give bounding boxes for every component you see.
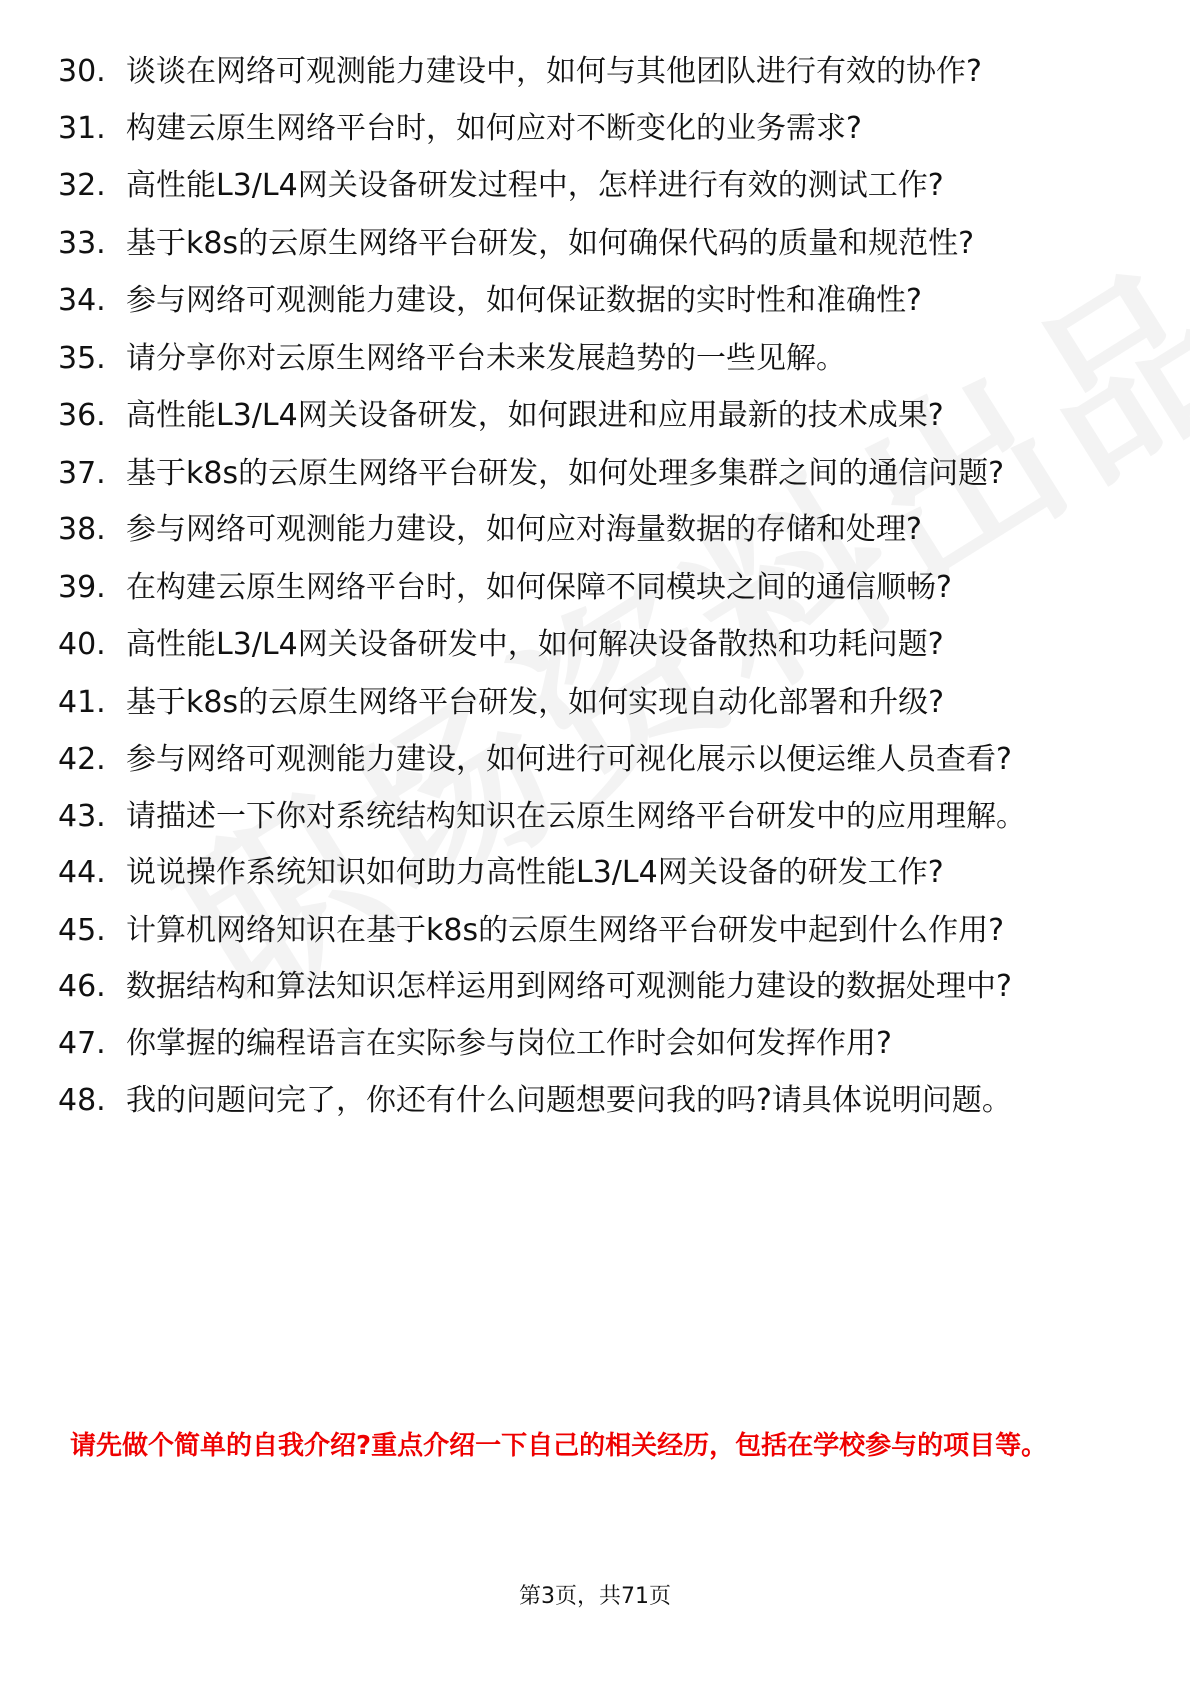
question-text: 数据结构和算法知识怎样运用到网络可观测能力建设的数据处理中? [126, 969, 1012, 1004]
question-number: 37. [58, 455, 106, 491]
question-text: 在构建云原生网络平台时，如何保障不同模块之间的通信顺畅? [126, 569, 952, 605]
question-item-43 [58, 797, 1118, 837]
question-text: 构建云原生网络平台时，如何应对不断变化的业务需求? [126, 110, 862, 146]
question-text: 高性能L3/L4网关设备研发，如何跟进和应用最新的技术成果? [126, 398, 944, 433]
question-number: 38. [58, 512, 106, 547]
question-number: 46. [58, 969, 106, 1004]
question-number: 39. [58, 569, 106, 605]
question-text: 我的问题问完了，你还有什么问题想要问我的吗?请具体说明问题。 [126, 1083, 1012, 1118]
question-text: 你掌握的编程语言在实际参与岗位工作时会如何发挥作用? [126, 1025, 892, 1061]
question-item-45 [58, 911, 1118, 951]
question-number: 35. [58, 340, 106, 376]
question-text: 参与网络可观测能力建设，如何保证数据的实时性和准确性? [126, 283, 922, 318]
question-text: 说说操作系统知识如何助力高性能L3/L4网关设备的研发工作? [126, 855, 944, 890]
question-number: 32. [58, 168, 106, 203]
question-number: 34. [58, 283, 106, 318]
question-item-41 [58, 683, 1118, 723]
question-number: 44. [58, 855, 106, 890]
question-item-35 [58, 339, 1118, 379]
question-item-32 [58, 166, 1118, 206]
question-item-31 [58, 109, 1118, 149]
question-text: 请描述一下你对系统结构知识在云原生网络平台研发中的应用理解。 [126, 798, 1026, 834]
page-number: 第3页，共71页 [519, 1584, 671, 1609]
question-number: 33. [58, 225, 106, 261]
question-text: 基于k8s的云原生网络平台研发，如何实现自动化部署和升级? [126, 684, 945, 720]
question-item-46 [58, 967, 1118, 1007]
highlight-prompt: 请先做个简单的自我介绍?重点介绍一下自己的相关经历，包括在学校参与的项目等。 [70, 1431, 1048, 1461]
question-text: 高性能L3/L4网关设备研发过程中，怎样进行有效的测试工作? [126, 168, 944, 203]
question-text: 计算机网络知识在基于k8s的云原生网络平台研发中起到什么作用? [126, 912, 1005, 948]
question-item-40 [58, 625, 1118, 665]
question-item-37 [58, 454, 1118, 494]
question-text: 高性能L3/L4网关设备研发中，如何解决设备散热和功耗问题? [126, 627, 944, 662]
question-number: 47. [58, 1025, 106, 1061]
question-text: 参与网络可观测能力建设，如何进行可视化展示以便运维人员查看? [126, 742, 1012, 777]
question-item-34 [58, 281, 1118, 321]
question-text: 谈谈在网络可观测能力建设中，如何与其他团队进行有效的协作? [126, 54, 982, 89]
question-number: 45. [58, 912, 106, 948]
question-item-30 [58, 52, 1118, 92]
question-number: 36. [58, 398, 106, 433]
question-text: 基于k8s的云原生网络平台研发，如何处理多集群之间的通信问题? [126, 455, 1005, 491]
question-item-39 [58, 568, 1118, 608]
question-number: 40. [58, 627, 106, 662]
question-text: 参与网络可观测能力建设，如何应对海量数据的存储和处理? [126, 512, 922, 547]
question-number: 43. [58, 798, 106, 834]
question-number: 42. [58, 742, 106, 777]
question-item-48 [58, 1081, 1118, 1121]
question-number: 41. [58, 684, 106, 720]
question-text: 请分享你对云原生网络平台未来发展趋势的一些见解。 [126, 340, 846, 376]
question-item-38 [58, 510, 1118, 550]
question-text: 基于k8s的云原生网络平台研发，如何确保代码的质量和规范性? [126, 225, 975, 261]
question-item-42 [58, 740, 1118, 780]
question-item-36 [58, 396, 1118, 436]
question-item-44 [58, 853, 1118, 893]
question-item-47 [58, 1024, 1118, 1064]
question-number: 48. [58, 1083, 106, 1118]
question-item-33 [58, 224, 1118, 264]
question-number: 31. [58, 110, 106, 146]
question-list [58, 52, 1118, 1138]
question-number: 30. [58, 54, 106, 89]
